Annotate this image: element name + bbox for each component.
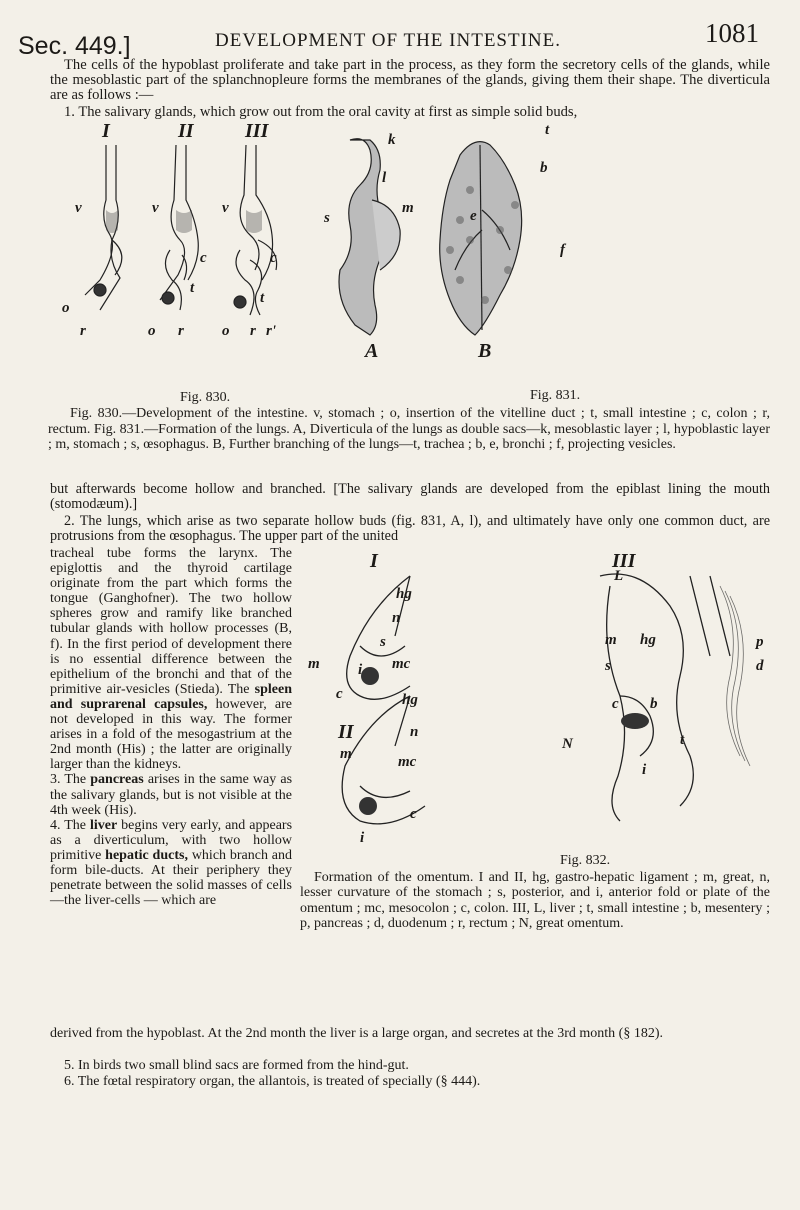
pancreas-paragraph — [50, 772, 292, 817]
fig831-drawing — [310, 130, 570, 360]
fig830-label-o1: o — [62, 300, 70, 316]
fig831-label-f: f — [560, 242, 565, 258]
fig832-label-d: d — [756, 658, 764, 674]
fig832-label-hg3: hg — [640, 632, 656, 648]
intro-text: The cells of the hypoblast proliferate and take part in the process, as they form the secretory cells of the glands, while the mesoblastic part of the splanchnopleure forms the membranes of the glands, giving them their shape. The diverticula are as follows :— — [50, 57, 770, 104]
figure-831 — [310, 122, 570, 380]
fig831-label-b: b — [540, 160, 548, 176]
caption-fig-832: Formation of the omentum. I and II, hg, gastro-hepatic ligament ; m, great, n, lesser curvature of the stomach ; s, posterior, and i, anterior fold or plate of the omentum ; mc, mesocolon ; c, colon. III, L, liver ; t, small intestine ; b, mesentery ; p, pancreas ; d, duodenum ; r, rectum ; N, great omentum. — [300, 870, 770, 931]
fig831-label: Fig. 831. — [530, 388, 581, 403]
salivary-paragraph: but afterwards become hollow and branched. [The salivary glands are developed from the epiblast lining the mouth (stomodæum).] — [50, 481, 770, 513]
page-number: 1081 — [705, 18, 759, 48]
fig830-label-r4: r' — [266, 323, 277, 339]
allantois-paragraph: 6. The fœtal respiratory organ, the allantois, is treated of specially (§ 444). — [64, 1074, 481, 1089]
lungs-paragraph: 2. The lungs, which arise as two separate hollow buds (fig. 831, A, l), and ultimately have only one common duct, are protrusions from the œsophagus. The upper part of the united — [50, 513, 770, 545]
pancreas-term: pancreas — [90, 772, 144, 788]
fig831-label-e: e — [470, 208, 477, 224]
fig832-label-m2: m — [340, 746, 352, 762]
fig832-label-c2: c — [410, 806, 417, 822]
fig831-label-l: l — [382, 170, 387, 186]
running-title: DEVELOPMENT OF THE INTESTINE. — [215, 30, 561, 51]
fig830-drawing — [40, 140, 300, 340]
fig832-label-s3: s — [605, 658, 611, 674]
section-reference: Sec. 449.] — [18, 32, 131, 60]
fig832-label-i1: i — [358, 662, 363, 678]
fig832-label-hg2: hg — [402, 692, 418, 708]
pancreas-text: arises in the same way as the salivary glands, but is not visible at the 4th week (His). — [50, 772, 293, 818]
fig830-label-r2: r — [178, 323, 184, 339]
lungs-continuation-text: tracheal tube forms the larynx. The epiglottis and the thyroid cartilage originate from the part which forms the tongue (Ganghofner). The two hollow spheres grow and ramify like branched tubular glands with hollow processes (B, f). In the first period of development there is no essential difference between the epithelium of the bronchi and that of the primitive air-vesicles (Stieda). The — [50, 546, 292, 697]
hepatic-term: hepatic ducts, — [105, 847, 188, 863]
lungs-continuation — [50, 546, 292, 772]
fig830-label-t1: t — [190, 280, 195, 296]
fig832-label-hg1: hg — [396, 586, 412, 602]
fig830-label-r1: r — [80, 323, 86, 339]
fig830-label-c2: c — [270, 250, 277, 266]
fig832-drawing — [300, 546, 770, 846]
fig832-label-mc1: mc — [392, 656, 411, 672]
fig830-label-t2: t — [260, 290, 265, 306]
fig830-label-o3: o — [222, 323, 230, 339]
liver-number: 4. The — [50, 817, 86, 833]
fig832-label-c1: c — [336, 686, 343, 702]
fig832-label-p: p — [756, 634, 764, 650]
fig830-label-v3: v — [222, 200, 229, 216]
spleen-term: spleen and suprarenal capsules, — [50, 681, 293, 712]
fig830-label-r3: r — [250, 323, 256, 339]
salivary-start: 1. The salivary glands, which grow out from the oral cavity at first as simple solid buds, — [64, 104, 578, 120]
figure-830 — [40, 120, 300, 340]
figure-832 — [300, 546, 770, 846]
fig832-panel-2: II — [338, 721, 354, 743]
fig832-label-m3: m — [605, 632, 617, 648]
fig832-label-m1: m — [308, 656, 320, 672]
fig830-panel-3: III — [245, 120, 269, 142]
liver-term: liver — [89, 817, 118, 833]
wrapped-text-column — [50, 546, 292, 908]
fig830-label-v1: v — [75, 200, 82, 216]
fig832-label-n1: n — [392, 610, 401, 626]
caption-fig-830-831: Fig. 830.—Development of the intestine. v, stomach ; o, insertion of the vitelline duct ; t, small intestine ; c, colon ; r, rectum. Fig. 831.—Formation of the lungs. A, Diverticula of the lungs as double sacs—k, mesoblastic layer ; l, hypoblastic layer ; m, stomach ; s, œsophagus. B, Further branching of the lungs—t, trachea ; b, e, bronchi ; f, projecting vesicles. — [48, 406, 770, 453]
fig830-label-v2: v — [152, 200, 159, 216]
fig832-panel-1: I — [370, 550, 378, 572]
pancreas-number: 3. The — [50, 772, 87, 788]
fig832-label-i2: i — [360, 830, 365, 846]
intro-paragraph — [50, 58, 770, 104]
fig830-panel-1: I — [102, 120, 110, 142]
fig832-label-s1: s — [380, 634, 386, 650]
running-head — [0, 8, 800, 60]
fig830-label: Fig. 830. — [180, 390, 231, 405]
fig830-label-c1: c — [200, 250, 207, 266]
fig832-label-b3: b — [650, 696, 658, 712]
fig831-label-m: m — [402, 200, 414, 216]
hepatic-text: which branch and form bile-ducts. At their periphery they penetrate between the solid masses of cells —the liver-cells — which are — [50, 847, 293, 909]
fig832-label-mc2: mc — [398, 754, 417, 770]
fig830-label-o2: o — [148, 323, 156, 339]
fig831-label-t: t — [545, 122, 550, 138]
fig832-panel-3: III — [612, 550, 636, 572]
fig832-label: Fig. 832. — [560, 853, 611, 868]
fig831-label-k: k — [388, 132, 396, 148]
fig831-panel-a: A — [365, 340, 379, 362]
spleen-text: however, are not developed in this way. The former arises in a fold of the mesogastrium at the 2nd month (His) ; the latter are originally larger than the kidneys. — [50, 696, 292, 773]
liver-end-paragraph: derived from the hypoblast. At the 2nd month the liver is a large organ, and secretes at the 3rd month (§ 182). — [50, 1026, 663, 1041]
liver-paragraph — [50, 818, 292, 909]
fig830-panel-2: II — [178, 120, 194, 142]
fig831-panel-b: B — [478, 340, 492, 362]
fig832-label-i3: i — [642, 762, 647, 778]
liver-text: begins very early, and appears as a diverticulum, with two hollow primitive — [50, 817, 293, 863]
fig832-label-N: N — [562, 736, 573, 752]
fig832-label-c3: c — [612, 696, 619, 712]
fig832-label-L: L — [614, 568, 624, 584]
fig832-label-n2: n — [410, 724, 419, 740]
birds-paragraph: 5. In birds two small blind sacs are formed from the hind-gut. — [64, 1058, 409, 1073]
fig831-label-s: s — [324, 210, 330, 226]
fig832-label-t3: t — [680, 732, 685, 748]
